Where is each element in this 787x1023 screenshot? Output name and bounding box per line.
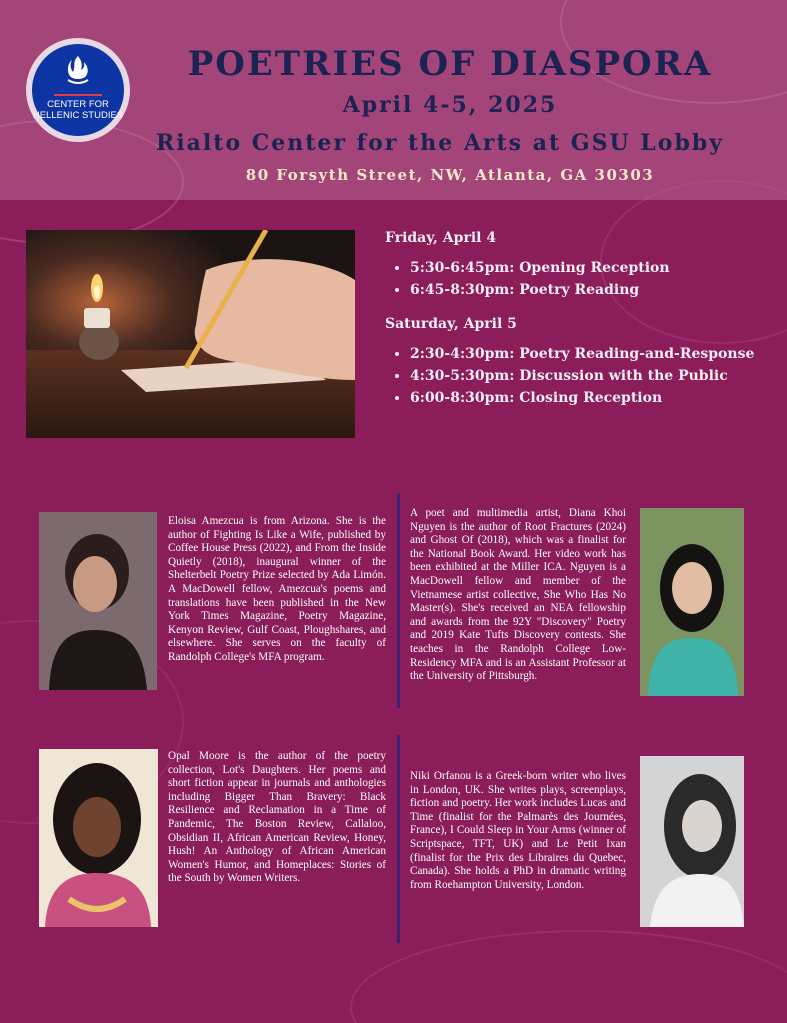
schedule-day-heading: Friday, April 4 xyxy=(385,230,497,246)
poet-bio-nguyen: A poet and multimedia artist, Diana Khoi Nguyen is the author of Root Fractures (2024) and Ghost Of (2018), which was a finalist for the National Book Award. Her video work has been exhibited at the Miller ICA. Nguyen is a MacDowell fellow and member of the Vietnamese artist collective, She Who Has No Master(s). She's received an NEA fellowship and awards from the 92Y "Discovery" Poetry and 2019 Kate Tufts Discovery contests. She teaches in the Randolph College Low-Residency MFA and is an Assistant Professor at the University of Pittsburgh. xyxy=(410,507,626,683)
schedule-item: • 4:30-5:30pm: Discussion with the Public xyxy=(410,368,775,384)
schedule-item: • 5:30-6:45pm: Opening Reception xyxy=(410,260,775,276)
center-for-hellenic-studies-logo xyxy=(26,38,130,142)
logo-badge xyxy=(32,44,124,136)
schedule-day-heading: Saturday, April 5 xyxy=(385,316,517,332)
schedule-item: • 6:00-8:30pm: Closing Reception xyxy=(410,390,775,406)
logo-rule xyxy=(54,94,102,96)
event-address: 80 Forsyth Street, NW, Atlanta, GA 30303 xyxy=(245,166,655,184)
event-date: April 4-5, 2025 xyxy=(342,92,558,118)
poet-photo-nguyen xyxy=(640,508,744,696)
column-divider xyxy=(397,493,400,708)
poet-photo-amezcua xyxy=(39,512,157,690)
event-title: POETRIES OF DIASPORA xyxy=(187,44,713,84)
schedule-item: • 2:30-4:30pm: Poetry Reading-and-Response xyxy=(410,346,775,362)
poet-bio-moore: Opal Moore is the author of the poetry collection, Lot's Daughters. Her poems and short fiction appear in journals and anthologies including Bigger Than Bravery: Black Resilience and Reclamation in a Time of Pandemic, The Boston Review, Callaloo, Obsidian II, African American Review, Honey, Hush! An Anthology of African American Women's Humor, and Homeplaces: Stories of the South by Women Writers. xyxy=(168,750,386,885)
event-venue: Rialto Center for the Arts at GSU Lobby xyxy=(155,130,724,156)
decorative-swirl xyxy=(350,930,787,1023)
poet-photo-orfanou xyxy=(640,756,744,927)
poet-bio-orfanou: Niki Orfanou is a Greek-born writer who lives in London, UK. She writes plays, screenplays, fiction and poetry. Her work includes Lucas and Time (finalist for the Palmarès des Journées, France), I Could Sleep in Your Arms (winner of Scriptspace, TFT, UK) and Le Petit Ixan (finalist for the Prix des Libraires du Quebec, Canada). She holds a PhD in dramatic writing from Roehampton University, London. xyxy=(410,770,626,891)
candle-writing-image xyxy=(26,230,355,438)
poet-photo-moore xyxy=(39,749,158,927)
header-band xyxy=(0,0,787,200)
column-divider xyxy=(397,735,400,943)
logo-line-2: HELLENIC STUDIES xyxy=(32,110,124,121)
schedule-list xyxy=(385,260,775,298)
poet-bio-amezcua: Eloisa Amezcua is from Arizona. She is the author of Fighting Is Like a Wife, published by Coffee House Press (2022), and From the Inside Quietly (2018), inaugural winner of the Shelterbelt Poetry Prize selected by Ada Limón. A MacDowell fellow, Amezcua's poems and translations have been published in the New York Times Magazine, Poetry Magazine, Kenyon Review, Gulf Coast, Ploughshares, and elsewhere. She serves on the faculty of Randolph College's MFA program. xyxy=(168,515,386,663)
schedule xyxy=(385,230,775,412)
flame-icon xyxy=(64,54,92,86)
schedule-list xyxy=(385,346,775,406)
schedule-item: • 6:45-8:30pm: Poetry Reading xyxy=(410,282,775,298)
logo-line-1: CENTER FOR xyxy=(47,99,109,110)
